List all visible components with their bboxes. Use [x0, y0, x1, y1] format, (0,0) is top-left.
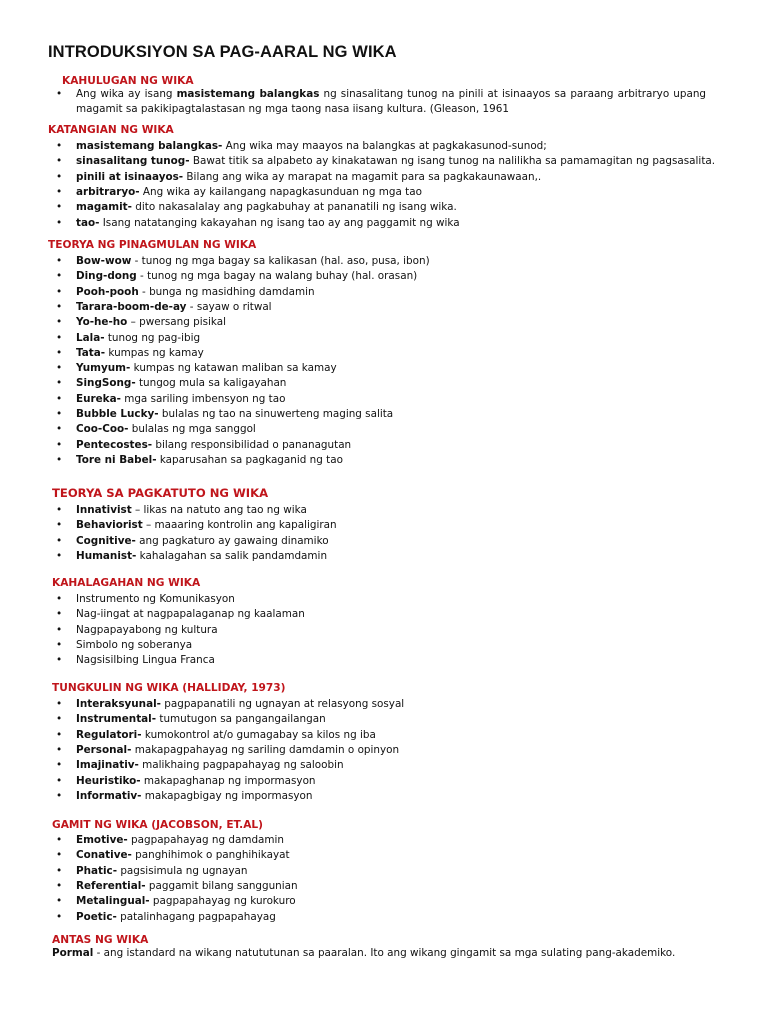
katangian-item-term: tao-: [76, 216, 100, 229]
bullet-icon: •: [56, 864, 63, 877]
bullet-icon: •: [56, 608, 63, 621]
katangian-item-desc: Ang wika may maayos na balangkas at pagkakasunod-sunod;: [222, 140, 547, 152]
bullet-icon: •: [56, 270, 63, 283]
pagkatuto-item-text: [76, 549, 327, 564]
katangian-item-text: [76, 200, 457, 215]
katangian-item-term: masistemang balangkas-: [76, 140, 223, 152]
pinagmulan-item-desc: tungog mula sa kaligayahan: [135, 377, 287, 390]
pagkatuto-item-term: Behaviorist: [76, 519, 143, 532]
pinagmulan-item-desc: kumpas ng katawan maliban sa kamay: [130, 362, 337, 375]
bullet-icon: •: [56, 713, 63, 726]
pinagmulan-item-term: Ding-dong: [76, 270, 137, 283]
tungkulin-item-desc: makapagbigay ng impormasyon: [141, 789, 313, 802]
tungkulin-item-desc: makapagpahayag ng sariling damdamin o opinyon: [131, 743, 400, 756]
pinagmulan-item-text: [76, 315, 226, 330]
bullet-icon: •: [56, 549, 63, 562]
pinagmulan-item-term: Pentecostes-: [76, 438, 153, 451]
bullet-icon: •: [56, 392, 63, 405]
bullet-icon: •: [56, 140, 63, 152]
gamit-item-desc: panghihimok o panghihikayat: [131, 849, 290, 862]
pinagmulan-item-desc: bulalas ng tao na sinuwerteng maging salita: [158, 408, 394, 420]
bullet-icon: •: [56, 155, 63, 168]
pinagmulan-item-term: Pooh-pooh: [76, 285, 139, 298]
gamit-item-desc: pagsisimula ng ugnayan: [117, 864, 248, 877]
pagkatuto-item-desc: kahalagahan sa salik pandamdamin: [136, 549, 328, 562]
tungkulin-item-text: [76, 743, 399, 758]
pagkatuto-item-text: [76, 534, 329, 549]
pagkatuto-item-text: [76, 503, 307, 518]
pormal-desc: - ang istandard na wikang natututunan sa paaralan. Ito ang wikang gingamit sa mga sulating pang-akademiko.: [93, 947, 676, 959]
pinagmulan-item-term: Lala-: [76, 331, 105, 344]
katangian-item-desc: dito nakasalalay ang pagkabuhay at pananatili ng isang wika.: [131, 201, 457, 214]
bullet-icon: •: [56, 316, 63, 329]
bullet-icon: •: [56, 408, 63, 420]
pinagmulan-item-term: SingSong-: [76, 377, 136, 390]
heading-pinagmulan: TEORYA NG PINAGMULAN NG WIKA: [48, 239, 257, 251]
pinagmulan-item-desc: bulalas ng mga sanggol: [128, 423, 256, 436]
pinagmulan-item-term: Yumyum-: [76, 362, 131, 375]
pinagmulan-item-desc: - sayaw o ritwal: [186, 300, 272, 313]
pinagmulan-item-term: Tata-: [76, 346, 106, 359]
kahalagahan-item-desc: Instrumento ng Komunikasyon: [76, 593, 235, 605]
bullet-icon: •: [56, 593, 63, 605]
tungkulin-item-term: Personal-: [76, 743, 132, 756]
katangian-item-text: [76, 185, 422, 200]
bullet-icon: •: [56, 895, 63, 908]
bullet-icon: •: [56, 849, 63, 862]
pinagmulan-item-term: Yo-he-ho: [76, 316, 128, 329]
kahalagahan-item-desc: Nag-iingat at nagpapalaganap ng kaalaman: [76, 608, 305, 621]
gamit-item-text: [76, 848, 290, 863]
pinagmulan-item-term: Tarara-boom-de-ay: [76, 300, 187, 313]
pinagmulan-item-desc: - tunog ng mga bagay sa kalikasan (hal. aso, pusa, ibon): [131, 255, 430, 267]
bullet-icon: •: [56, 300, 63, 313]
pinagmulan-item-text: [76, 285, 315, 300]
katangian-item-term: magamit-: [76, 201, 132, 214]
bullet-icon: •: [56, 423, 63, 436]
heading-antas: ANTAS NG WIKA: [52, 934, 149, 946]
bullet-icon: •: [56, 185, 63, 198]
tungkulin-item-term: Heuristiko-: [76, 774, 141, 787]
heading-gamit: GAMIT NG WIKA (JACOBSON, ET.AL): [52, 819, 263, 831]
gamit-item-desc: paggamit bilang sanggunian: [145, 879, 298, 892]
katangian-item-text: [76, 216, 460, 231]
tungkulin-item-text: [76, 774, 316, 789]
bullet-icon: •: [56, 910, 63, 923]
pinagmulan-item-term: Bow-wow: [76, 255, 132, 267]
pinagmulan-item-text: [76, 453, 343, 468]
bullet-icon: •: [56, 170, 63, 183]
katangian-item-text: [76, 170, 541, 185]
pinagmulan-item-term: Bubble Lucky-: [76, 408, 159, 420]
pinagmulan-item-text: [76, 300, 272, 315]
bullet-icon: •: [56, 453, 63, 466]
tungkulin-item-desc: makapaghanap ng impormasyon: [140, 774, 316, 787]
bullet-icon: •: [56, 88, 63, 100]
katangian-item-desc: Bilang ang wika ay marapat na magamit para sa pagkakaunawaan,.: [183, 170, 542, 183]
gamit-item-term: Emotive-: [76, 834, 128, 846]
kahulugan-line-1: Ang wika ay isang masistemang balangkas ng sinasalitang tunog na pinili at isinaayos sa paraang arbitraryo upang: [76, 88, 707, 100]
gamit-item-term: Phatic-: [76, 864, 118, 877]
pinagmulan-item-text: [76, 331, 200, 346]
kahalagahan-item-text: [76, 623, 218, 638]
katangian-item-term: arbitraryo-: [76, 185, 140, 198]
kahalagahan-item-desc: Simbolo ng soberanya: [76, 638, 193, 651]
pinagmulan-item-text: [76, 422, 256, 437]
pagkatuto-item-term: Innativist: [76, 504, 132, 516]
gamit-item-term: Poetic-: [76, 910, 117, 923]
bullet-icon: •: [56, 759, 63, 772]
tungkulin-item-text: [76, 712, 326, 727]
tungkulin-item-term: Regulatori-: [76, 728, 142, 741]
tungkulin-item-term: Informativ-: [76, 789, 142, 802]
bullet-icon: •: [56, 789, 63, 802]
heading-pagkatuto: TEORYA SA PAGKATUTO NG WIKA: [52, 486, 269, 500]
bullet-icon: •: [56, 362, 63, 375]
pormal-definition: [52, 947, 675, 959]
tungkulin-item-text: [76, 728, 376, 743]
gamit-item-text: [76, 894, 296, 909]
pinagmulan-item-desc: bilang responsibilidad o pananagutan: [152, 438, 352, 451]
gamit-item-desc: pagpapahayag ng kurokuro: [149, 895, 296, 908]
pinagmulan-item-desc: kumpas ng kamay: [105, 346, 204, 359]
bullet-icon: •: [56, 774, 63, 787]
pinagmulan-item-text: [76, 392, 285, 407]
bullet-icon: •: [56, 879, 63, 892]
gamit-item-desc: patalinhagang pagpapahayag: [116, 910, 276, 923]
pinagmulan-item-text: [76, 269, 417, 284]
gamit-item-text: [76, 879, 298, 894]
tungkulin-item-text: [76, 697, 404, 712]
katangian-item-text: [76, 154, 715, 169]
gamit-item-text: [76, 833, 284, 848]
bullet-icon: •: [56, 743, 63, 756]
gamit-item-desc: pagpapahayag ng damdamin: [127, 834, 285, 846]
tungkulin-item-text: [76, 758, 344, 773]
pinagmulan-item-text: [76, 346, 204, 361]
katangian-item-desc: Isang natatanging kakayahan ng isang tao ay ang paggamit ng wika: [99, 216, 460, 229]
gamit-item-term: Referential-: [76, 879, 146, 892]
katangian-item-term: pinili at isinaayos-: [76, 170, 184, 183]
tungkulin-item-desc: tumutugon sa pangangailangan: [156, 713, 326, 726]
bullet-icon: •: [56, 728, 63, 741]
kahulugan-line-2: magamit sa pakikipagtalastasan ng mga taong nasa iisang kultura. (Gleason, 1961: [76, 103, 509, 116]
bullet-icon: •: [56, 654, 63, 667]
heading-tungkulin: TUNGKULIN NG WIKA (HALLIDAY, 1973): [52, 682, 286, 694]
bullet-icon: •: [56, 255, 63, 267]
bullet-icon: •: [56, 438, 63, 451]
pagkatuto-item-desc: – likas na natuto ang tao ng wika: [131, 504, 307, 516]
bullet-icon: •: [56, 331, 63, 344]
kahalagahan-item-desc: Nagpapayabong ng kultura: [76, 623, 218, 636]
katangian-item-desc: Bawat titik sa alpabeto ay kinakatawan ng isang tunog na nalilikha sa pamamagitan ng pagsasalita.: [189, 155, 716, 168]
pinagmulan-item-text: [76, 376, 286, 391]
bullet-icon: •: [56, 201, 63, 214]
tungkulin-item-desc: pagpapanatili ng ugnayan at relasyong sosyal: [160, 698, 405, 710]
pagkatuto-item-desc: – maaaring kontrolin ang kapaligiran: [142, 519, 337, 532]
pinagmulan-item-desc: - tunog ng mga bagay na walang buhay (hal. orasan): [136, 270, 418, 283]
tungkulin-item-term: Imajinativ-: [76, 759, 139, 772]
pagkatuto-item-desc: ang pagkaturo ay gawaing dinamiko: [135, 534, 329, 547]
pinagmulan-item-term: Tore ni Babel-: [76, 453, 157, 466]
pinagmulan-item-desc: - bunga ng masidhing damdamin: [138, 285, 315, 298]
heading-katangian: KATANGIAN NG WIKA: [48, 124, 174, 136]
bullet-icon: •: [56, 834, 63, 846]
pinagmulan-item-desc: – pwersang pisikal: [127, 316, 227, 329]
kahalagahan-item-text: [76, 653, 215, 668]
gamit-item-term: Metalingual-: [76, 895, 150, 908]
bullet-icon: •: [56, 534, 63, 547]
bullet-icon: •: [56, 698, 63, 710]
bullet-icon: •: [56, 285, 63, 298]
gamit-item-term: Conative-: [76, 849, 132, 862]
pagkatuto-item-term: Cognitive-: [76, 534, 136, 547]
gamit-item-text: [76, 864, 247, 879]
bullet-icon: •: [56, 216, 63, 229]
pagkatuto-item-text: [76, 518, 337, 533]
katangian-item-desc: Ang wika ay kailangang napagkasunduan ng mga tao: [139, 185, 422, 198]
pinagmulan-item-text: [76, 407, 393, 422]
gamit-item-text: [76, 910, 276, 925]
bullet-icon: •: [56, 638, 63, 651]
pinagmulan-item-term: Eureka-: [76, 392, 121, 405]
bullet-icon: •: [56, 519, 63, 532]
kahulugan-paragraph: [76, 87, 706, 118]
pinagmulan-item-desc: tunog ng pag-ibig: [104, 331, 201, 344]
katangian-item-text: [76, 139, 547, 154]
pinagmulan-item-desc: kaparusahan sa pagkaganid ng tao: [156, 453, 343, 466]
pinagmulan-item-text: [76, 438, 351, 453]
tungkulin-item-term: Interaksyunal-: [76, 698, 161, 710]
pinagmulan-item-text: [76, 254, 430, 269]
tungkulin-item-text: [76, 789, 312, 804]
pinagmulan-item-desc: mga sariling imbensyon ng tao: [120, 392, 286, 405]
page-title: INTRODUKSIYON SA PAG-AARAL NG WIKA: [48, 43, 397, 61]
bullet-icon: •: [56, 623, 63, 636]
pinagmulan-item-text: [76, 361, 337, 376]
tungkulin-item-desc: kumokontrol at/o gumagabay sa kilos ng iba: [141, 728, 376, 741]
kahalagahan-item-text: [76, 607, 305, 622]
bullet-icon: •: [56, 504, 63, 516]
heading-kahulugan: KAHULUGAN NG WIKA: [62, 75, 194, 87]
pormal-term: Pormal: [52, 947, 94, 959]
heading-kahalagahan: KAHALAGAHAN NG WIKA: [52, 577, 201, 589]
kahalagahan-item-desc: Nagsisilbing Lingua Franca: [76, 654, 215, 667]
tungkulin-item-desc: malikhaing pagpapahayag ng saloobin: [138, 759, 344, 772]
tungkulin-item-term: Instrumental-: [76, 713, 157, 726]
bullet-icon: •: [56, 346, 63, 359]
pinagmulan-item-term: Coo-Coo-: [76, 423, 129, 436]
kahalagahan-item-text: [76, 638, 192, 653]
kahalagahan-item-text: [76, 592, 235, 607]
bullet-icon: •: [56, 377, 63, 390]
pagkatuto-item-term: Humanist-: [76, 549, 137, 562]
katangian-item-term: sinasalitang tunog-: [76, 155, 190, 168]
